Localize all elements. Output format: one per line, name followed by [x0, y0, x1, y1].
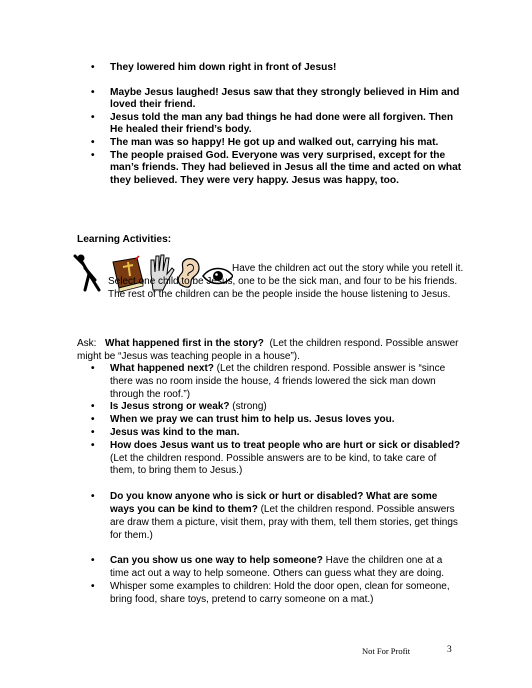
question-item [91, 401, 463, 414]
question-note: (strong) [229, 401, 267, 413]
question-bold: Is Jesus strong or weak? [110, 401, 230, 413]
story-bullet-list [91, 62, 463, 187]
story-bullet: • Maybe Jesus laughed! Jesus saw that they strongly believed in Him and loved their friend. [91, 87, 463, 112]
question-bold: Can you show us one way to help someone? [110, 555, 323, 567]
activity-instructions: Have the children act out the story while you retell it. Select one child to be Jesus, one to be the sick man, and four to be his friends. The rest of the children can be the people inside the house listening to Jesus. [108, 263, 464, 300]
question-bold: What happened next? [110, 363, 214, 374]
question-note: Have the children one at a time act out a way to help someone. Others can guess what they are doing. [110, 555, 445, 580]
story-bullet: • The man was so happy! He got up and walked out, carrying his mat. [91, 137, 463, 150]
question-item [91, 555, 463, 581]
question-bold: Jesus was kind to the man. [110, 426, 240, 438]
question-text: What happened first in the story? [105, 338, 264, 349]
question-bold: When we pray we can trust him to help us. Jesus loves you. [110, 414, 395, 426]
learning-activities-heading: Learning Activities: [77, 234, 172, 245]
footer-text: Not For Profit [362, 646, 411, 656]
page-number: 3 [447, 645, 452, 655]
question-note: (Let the children respond. Possible answer is “since there was no room inside the house, 4 friends lowered the sick man down through the roof.”) [110, 363, 446, 400]
question-note: (Let the children respond. Possible answers are to be kind, to take care of them, to bring them to Jesus.) [110, 452, 437, 477]
ask-first-question [77, 338, 467, 364]
ask-label: Ask: [77, 338, 97, 349]
question-item [91, 581, 463, 607]
question-item [91, 363, 463, 401]
question-item [91, 427, 463, 440]
question-bold: Do you know anyone who is sick or hurt or disabled? What are some ways you can be kind to them? [110, 491, 438, 515]
story-bullet: • Jesus told the man any bad things he had done were all forgiven. Then He healed their friend’s body. [91, 112, 463, 137]
answer-text: (Let the children respond. Possible answer might be “Jesus was teaching people in a house”). [77, 338, 459, 362]
spacer [91, 75, 463, 87]
question-item [91, 414, 463, 427]
question-bold: How does Jesus want us to treat people who are hurt or sick or disabled? [110, 439, 461, 451]
question-note: Whisper some examples to children: Hold the door open, clean for someone, bring food, share toys, pretend to carry someone on a mat.) [110, 580, 450, 605]
question-item [91, 491, 463, 542]
question-note: (Let the children respond. Possible answers are draw them a picture, visit them, pray with them, tell them stories, get things for them.) [110, 503, 458, 541]
person-stretching-icon [75, 255, 99, 291]
story-bullet: • The people praised God. Everyone was very surprised, except for the man’s friends. They had believed in Jesus all the time and acted on what they believed. They were very happy. Jesus was happy, too. [91, 150, 463, 188]
spacer [91, 542, 463, 555]
spacer [91, 478, 463, 491]
question-list [91, 363, 463, 607]
story-bullet: • They lowered him down right in front of Jesus! [91, 62, 463, 75]
question-item [91, 440, 463, 478]
